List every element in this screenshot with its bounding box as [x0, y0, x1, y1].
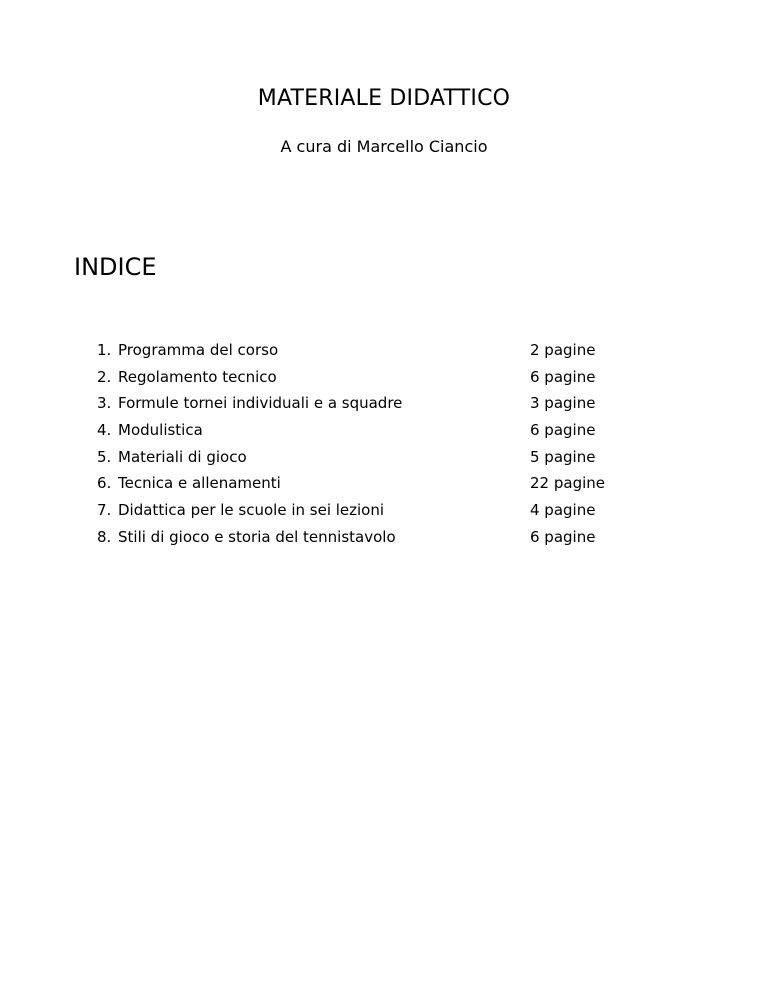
toc-item-pages: 6 pagine	[530, 527, 596, 546]
toc-item	[97, 471, 657, 498]
toc-item-number: 4.	[97, 421, 112, 440]
toc-item	[97, 418, 657, 445]
toc-item	[97, 391, 657, 418]
toc-item-pages: 6 pagine	[530, 421, 596, 440]
document-author-line: A cura di Marcello Ciancio	[280, 137, 488, 156]
toc-item-number: 5.	[97, 447, 112, 466]
toc-item-label: Programma del corso	[118, 341, 279, 359]
toc-item-pages: 4 pagine	[530, 501, 596, 520]
toc-item-label: Didattica per le scuole in sei lezioni	[118, 501, 385, 520]
toc-item-label: Regolamento tecnico	[118, 367, 277, 386]
toc-item-pages: 3 pagine	[530, 394, 596, 413]
toc-item-label: Tecnica e allenamenti	[118, 474, 281, 493]
toc-item-number: 3.	[97, 394, 112, 413]
toc-item-label: Modulistica	[118, 421, 203, 440]
toc-item-pages: 5 pagine	[530, 447, 596, 466]
toc-item-number: 7.	[97, 501, 112, 520]
toc-item	[97, 525, 657, 552]
document-title: MATERIALE DIDATTICO	[257, 86, 511, 111]
toc-item	[97, 498, 657, 525]
toc-item-pages: 6 pagine	[530, 367, 596, 386]
toc-item-pages: 2 pagine	[530, 341, 596, 359]
toc-item-pages: 22 pagine	[530, 474, 605, 493]
toc-item-number: 1.	[97, 341, 112, 359]
toc-item-label: Materiali di gioco	[118, 447, 247, 466]
toc-item-label: Stili di gioco e storia del tennistavolo	[118, 527, 396, 546]
toc-item-number: 2.	[97, 367, 112, 386]
index-heading: INDICE	[74, 253, 157, 281]
toc-item	[97, 338, 657, 365]
toc-item	[97, 445, 657, 472]
table-of-contents	[97, 338, 657, 552]
toc-item-number: 8.	[97, 527, 112, 546]
toc-item-label: Formule tornei individuali e a squadre	[118, 394, 403, 413]
toc-item-number: 6.	[97, 474, 112, 493]
toc-item	[97, 365, 657, 392]
